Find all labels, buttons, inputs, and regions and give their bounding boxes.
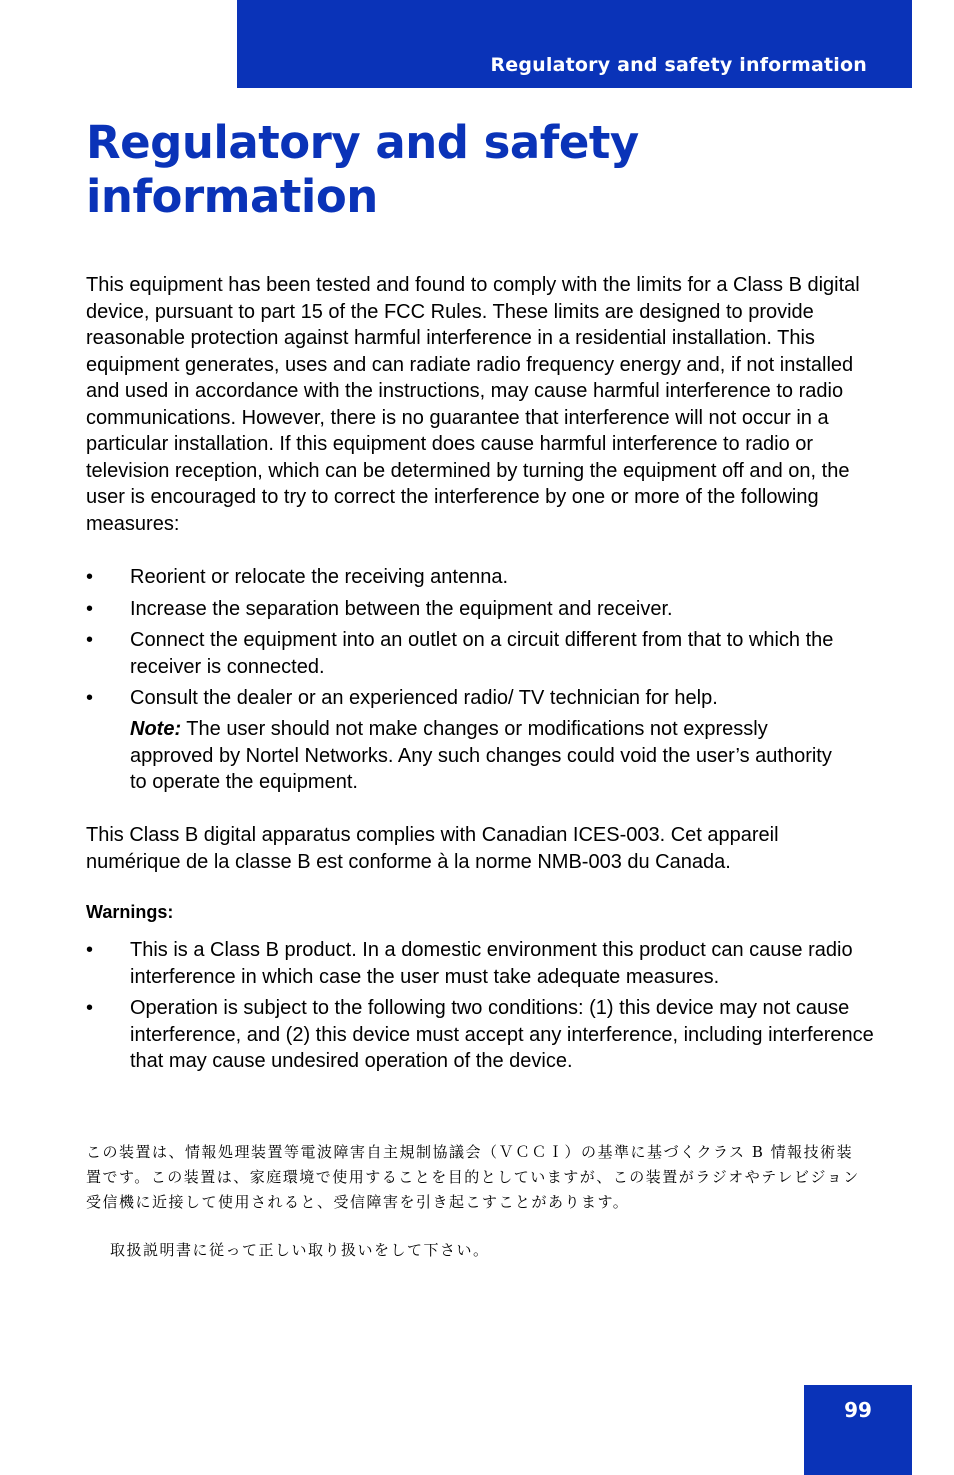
list-item: [86, 627, 876, 680]
canada-compliance-paragraph: This Class B digital apparatus complies with Canadian ICES-003. Cet appareil numérique de la classe B est conforme à la norme NMB-003 du Canada.: [86, 824, 779, 873]
list-item-text: This is a Class B product. In a domestic environment this product can cause radio interference in which case the user must take adequate measures.: [130, 939, 853, 988]
list-item-text: Consult the dealer or an experienced radio/ TV technician for help.: [130, 687, 718, 709]
list-item-text: Increase the separation between the equipment and receiver.: [130, 597, 673, 620]
vcci-japanese-instruction: 取扱説明書に従って正しい取り扱いをして下さい。: [110, 1241, 490, 1259]
bullet-icon: •: [86, 687, 94, 709]
running-header-title: Regulatory and safety information: [490, 54, 867, 76]
list-item-text: Reorient or relocate the receiving antenna.: [130, 566, 509, 588]
fcc-intro-paragraph: This equipment has been tested and found to comply with the limits for a Class B digital device, pursuant to part 15 of the FCC Rules. These limits are designed to provide reasonable protection against harmful interference in a residential installation. This equipment generates, uses and can radiate radio frequency energy and, if not installed and used in accordance with the instructions, may cause harmful interference to radio communications. However, there is no guarantee that interference will not occur in a particular installation. If this equipment does cause harmful interference to radio or television reception, which can be determined by turning the equipment off and on, the user is encouraged to try to correct the interference by one or more of the following measures:: [86, 274, 860, 535]
list-item-text: Operation is subject to the following two conditions: (1) this device may not cause interference, and (2) this device must accept any interference, including interference that may cause undesired operation of the device.: [130, 997, 874, 1072]
interference-measures-list: [86, 564, 876, 717]
list-item: [86, 937, 876, 990]
vcci-japanese-notice: この装置は、情報処理装置等電波障害自主規制協議会（ＶＣＣＩ）の基準に基づくクラス B 情報技術装置です。この装置は、家庭環境で使用することを目的としていますが、この装置がラジオやテレビジョン受信機に近接して使用されると、受信障害を引き起こすことがあります。: [86, 1143, 860, 1211]
list-item: [86, 596, 876, 623]
page-title: Regulatory and safety information: [86, 116, 639, 223]
bullet-icon: •: [86, 997, 94, 1019]
bullet-icon: •: [86, 629, 94, 651]
bullet-icon: •: [86, 939, 94, 961]
bullet-icon: •: [86, 597, 94, 620]
note-text: The user should not make changes or modifications not expressly approved by Nortel Networks. Any such changes could void the user’s authority to operate the equipment.: [130, 718, 832, 793]
note-block: [130, 716, 850, 796]
page-number: 99: [844, 1398, 872, 1422]
page-number-box: [804, 1385, 912, 1475]
list-item: [86, 564, 876, 591]
warnings-list: [86, 937, 876, 1080]
bullet-icon: •: [86, 566, 94, 588]
list-item: [86, 995, 876, 1075]
list-item: [86, 685, 876, 712]
warnings-heading: Warnings:: [86, 902, 174, 922]
list-item-text: Connect the equipment into an outlet on a circuit different from that to which the receiver is connected.: [130, 629, 834, 678]
note-label: Note:: [130, 718, 182, 740]
header-band: [237, 0, 912, 88]
